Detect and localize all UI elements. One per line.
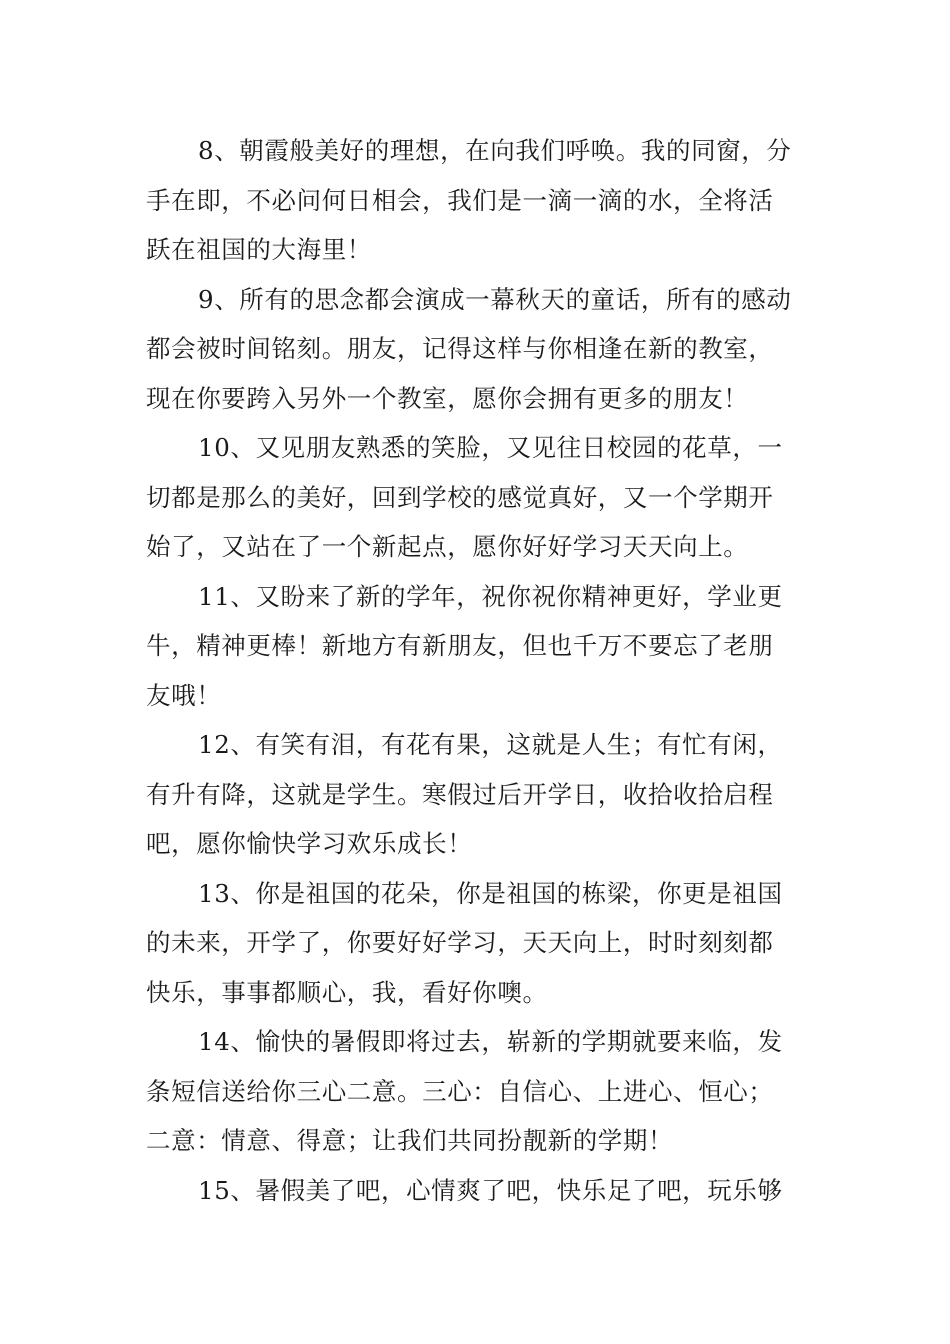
paragraph-line: 有升有降，这就是学生。寒假过后开学日，收拾收拾启程 (146, 779, 774, 809)
paragraph-9 (146, 275, 806, 424)
paragraph-line: 始了，又站在了一个新起点，愿你好好学习天天向上。 (146, 532, 749, 561)
paragraph-15 (146, 1166, 806, 1216)
paragraph-line: 牛，精神更棒！新地方有新朋友，但也千万不要忘了老朋 (146, 631, 774, 660)
paragraph-line: 10、又见朋友熟悉的笑脸，又见往日校园的花草，一 (198, 433, 783, 462)
paragraph-12 (146, 720, 806, 869)
paragraph-line: 11、又盼来了新的学年，祝你祝你精神更好，学业更 (198, 581, 783, 611)
paragraph-line: 条短信送给你三心二意。三心：自信心、上进心、恒心； (146, 1076, 774, 1106)
paragraph-line: 二意：情意、得意；让我们共同扮靓新的学期！ (146, 1126, 674, 1155)
paragraph-line: 切都是那么的美好，回到学校的感觉真好，又一个学期开 (146, 482, 774, 512)
paragraph-11 (146, 572, 806, 721)
paragraph-13 (146, 869, 806, 1018)
paragraph-line: 13、你是祖国的花朵，你是祖国的栋梁，你更是祖国 (198, 878, 783, 908)
paragraph-line: 都会被时间铭刻。朋友，记得这样与你相逢在新的教室， (146, 334, 774, 363)
paragraph-line: 15、暑假美了吧，心情爽了吧，快乐足了吧，玩乐够 (198, 1175, 783, 1205)
paragraph-line: 现在你要跨入另外一个教室，愿你会拥有更多的朋友！ (146, 383, 749, 413)
paragraph-line: 快乐，事事都顺心，我，看好你噢。 (146, 977, 548, 1007)
paragraph-line: 8、朝霞般美好的理想，在向我们呼唤。我的同窗，分 (198, 136, 792, 165)
paragraph-8 (146, 126, 806, 275)
document-body (146, 126, 806, 1215)
paragraph-line: 12、有笑有泪，有花有果，这就是人生；有忙有闲， (198, 730, 783, 759)
paragraph-line: 手在即，不必问何日相会，我们是一滴一滴的水，全将活 (146, 185, 774, 215)
paragraph-10 (146, 423, 806, 572)
paragraph-line: 14、愉快的暑假即将过去，崭新的学期就要来临，发 (198, 1027, 783, 1056)
paragraph-line: 9、所有的思念都会演成一幕秋天的童话，所有的感动 (198, 284, 792, 314)
paragraph-line: 的未来，开学了，你要好好学习，天天向上，时时刻刻都 (146, 928, 774, 957)
paragraph-line: 吧，愿你愉快学习欢乐成长！ (146, 829, 473, 858)
paragraph-line: 跃在祖国的大海里！ (146, 235, 372, 264)
paragraph-14 (146, 1017, 806, 1166)
paragraph-line: 友哦！ (146, 680, 222, 710)
